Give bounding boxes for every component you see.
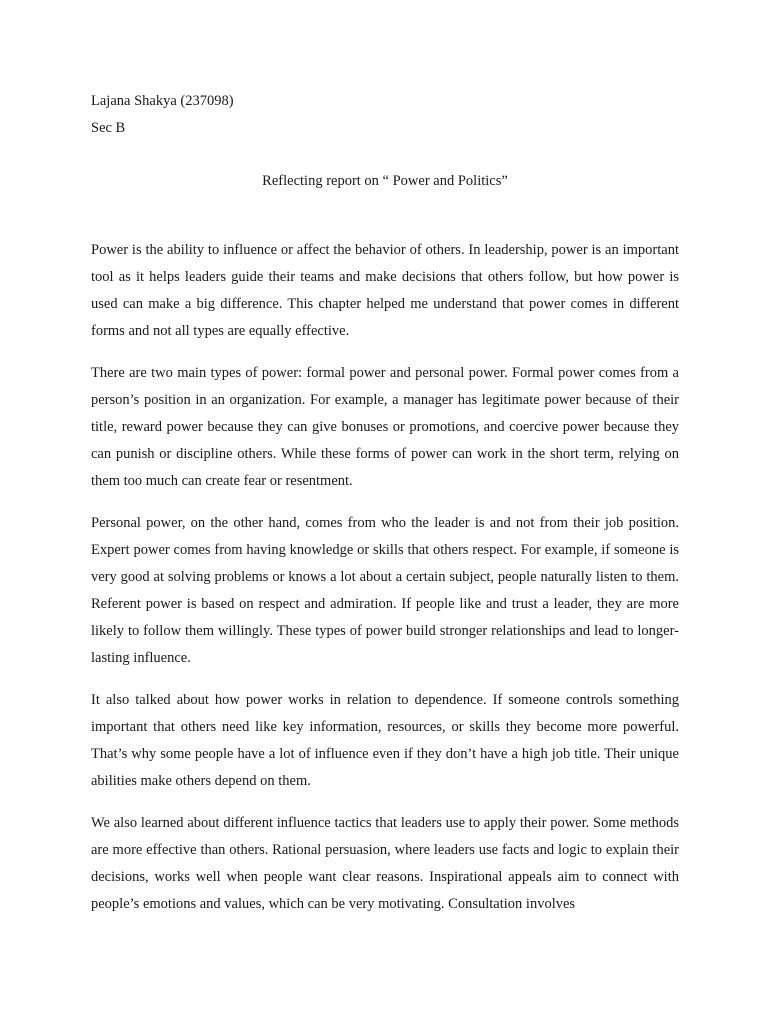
document-title: Reflecting report on “ Power and Politics” — [262, 173, 508, 189]
paragraph-personal-power: Personal power, on the other hand, comes from who the leader is and not from their job position. Expert power comes from having knowledge or skills that others respect. For example, if someone is very good at solving problems or knows a lot about a certain subject, people naturally listen to them. Referent power is based on respect and admiration. If people like and trust a leader, they are more likely to follow them willingly. These types of power build stronger relationships and lead to longer-lasting influence. — [91, 515, 679, 666]
author-name-id: Lajana Shakya (237098) — [91, 93, 234, 109]
document-body — [91, 237, 679, 918]
paragraph-formal-power: There are two main types of power: formal power and personal power. Formal power comes from a person’s position in an organization. For example, a manager has legitimate power because of their title, reward power because they can give bonuses or promotions, and coercive power because they can punish or discipline others. While these forms of power can work in the short term, relying on them too much can create fear or resentment. — [91, 365, 679, 489]
paragraph-influence-tactics: We also learned about different influence tactics that leaders use to apply their power. Some methods are more effective than others. Rational persuasion, where leaders use facts and logic to explain their decisions, works well when people want clear reasons. Inspirational appeals aim to connect with people’s emotions and values, which can be very motivating. Consultation involves — [91, 815, 679, 912]
paragraph-power-definition: Power is the ability to influence or affect the behavior of others. In leadership, power is an important tool as it helps leaders guide their teams and make decisions that others follow, but how power is used can make a big difference. This chapter helped me understand that power comes in different forms and not all types are equally effective. — [91, 242, 679, 339]
document-content — [91, 88, 679, 933]
section-label: Sec B — [91, 120, 126, 136]
paragraph-dependence: It also talked about how power works in relation to dependence. If someone controls something important that others need like key information, resources, or skills they become more powerful. That’s why some people have a lot of influence even if they don’t have a high job title. Their unique abilities make others depend on them. — [91, 692, 679, 789]
author-block — [91, 88, 679, 142]
